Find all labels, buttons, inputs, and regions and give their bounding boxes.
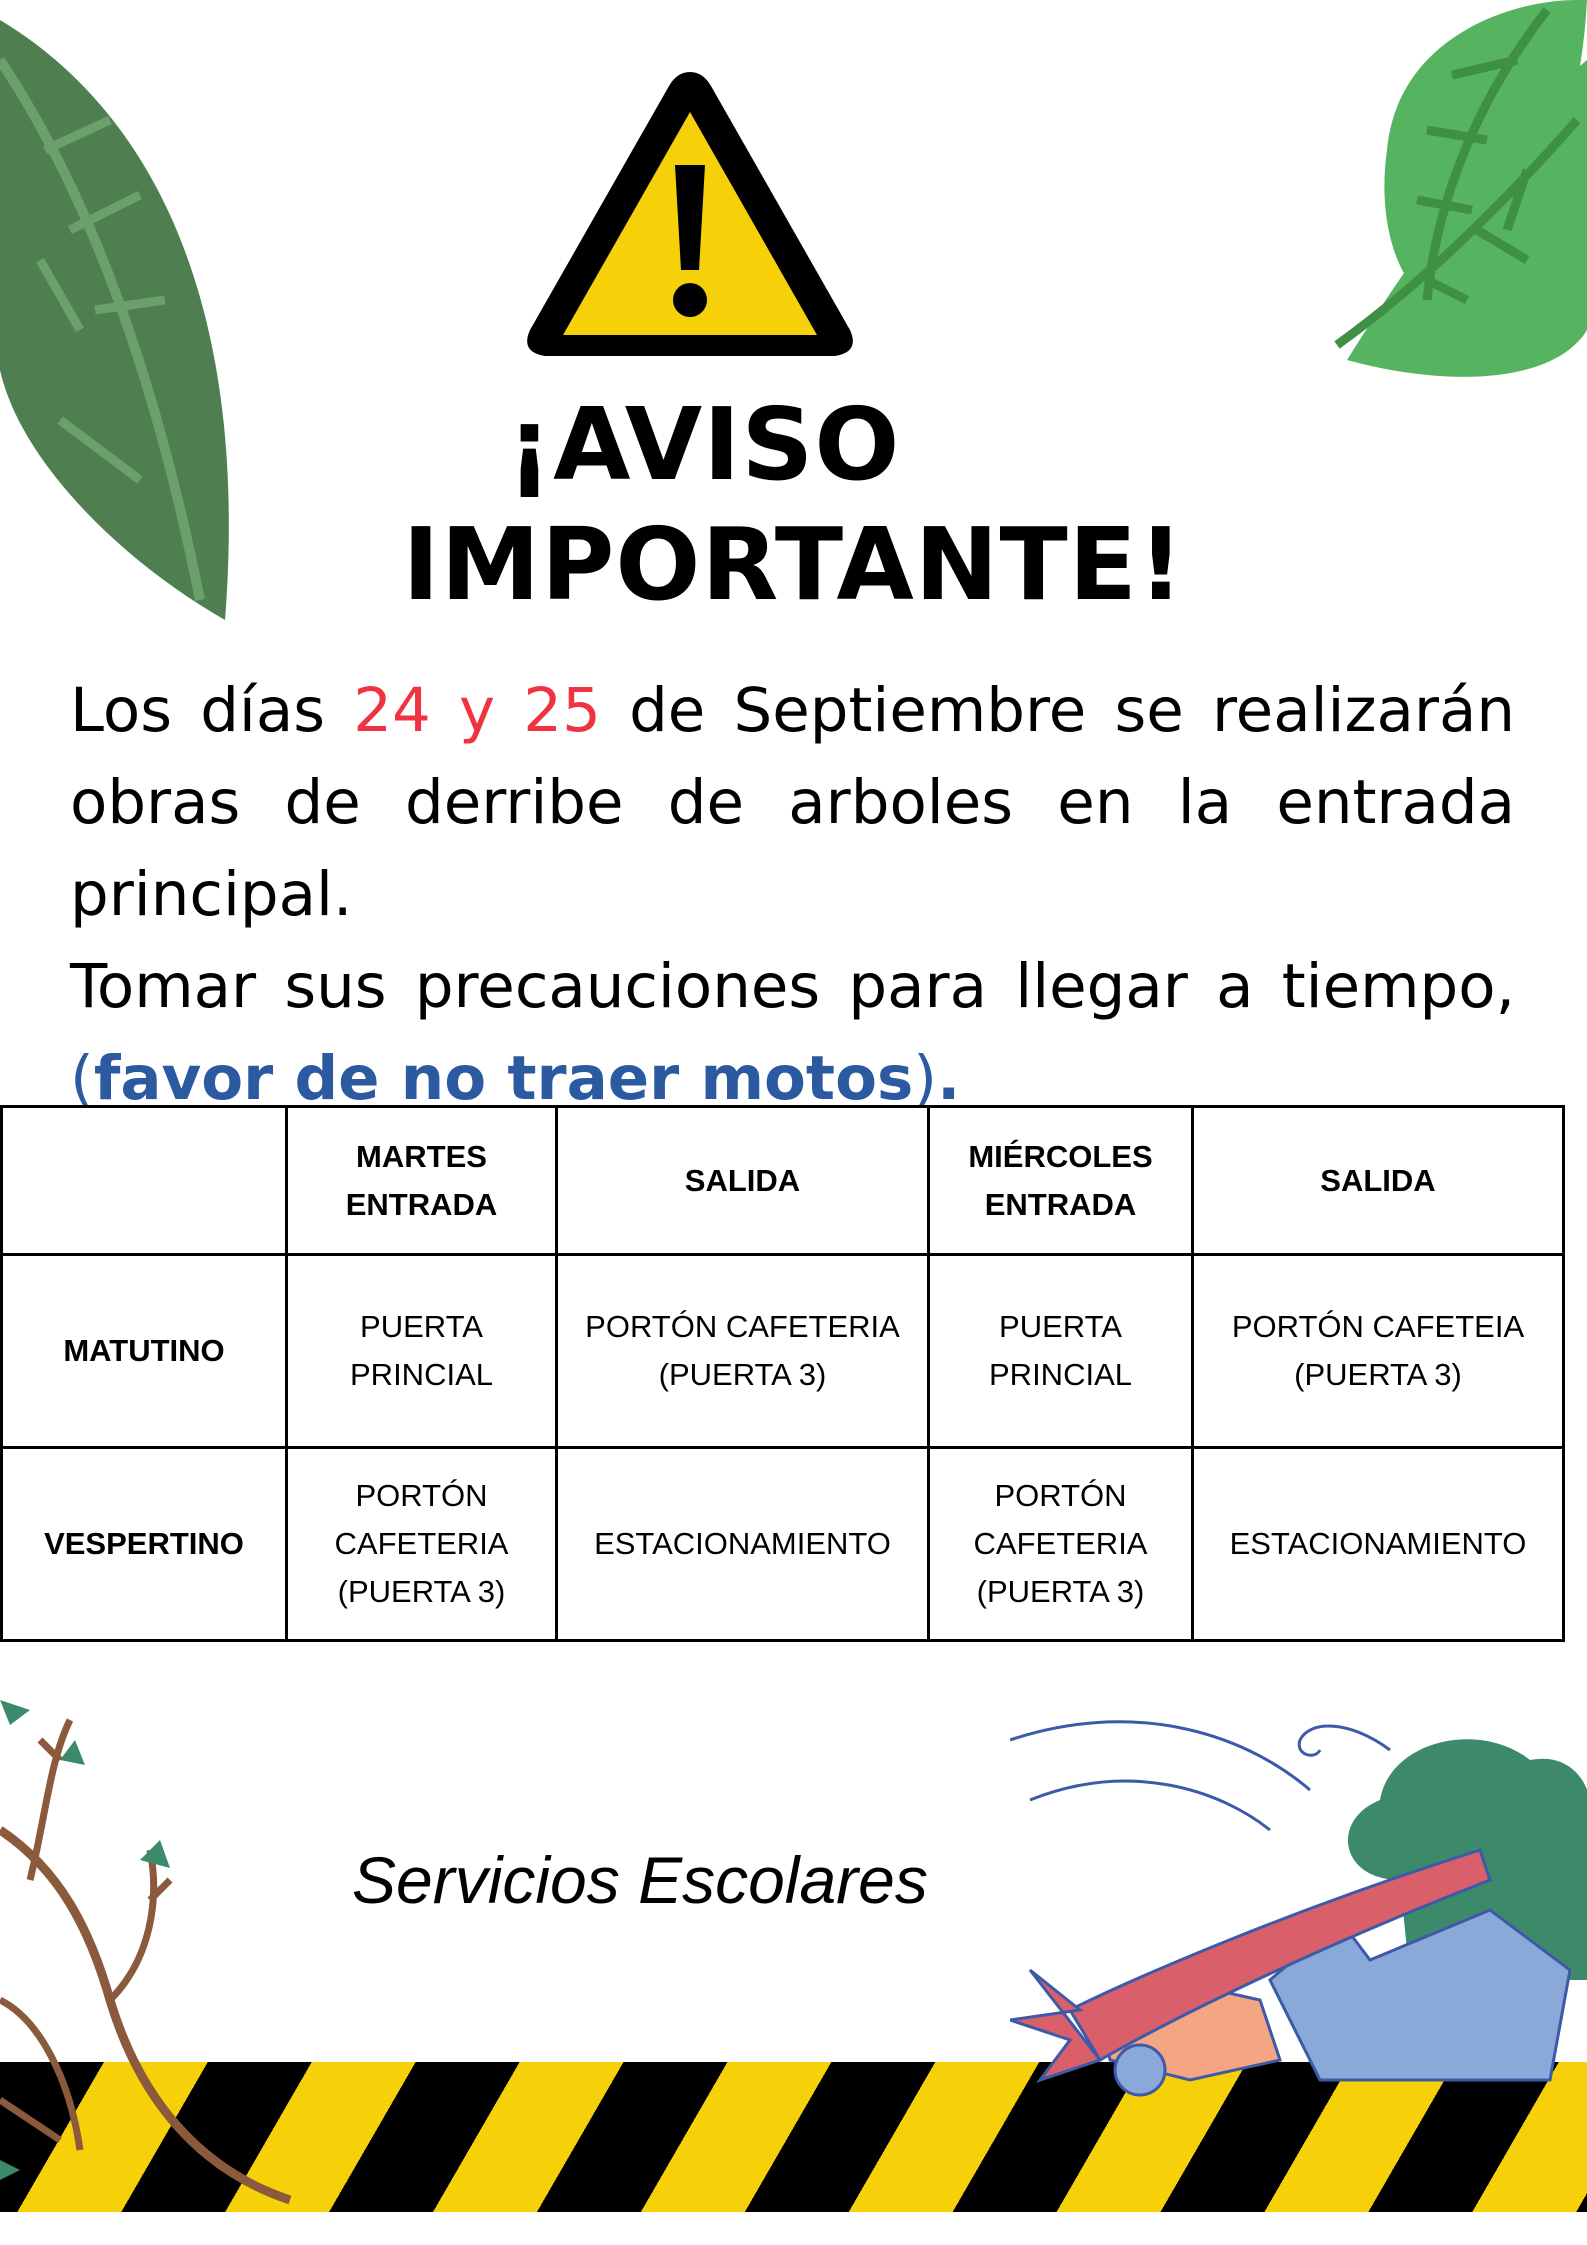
- fallen-tree-icon: [1010, 1680, 1587, 2120]
- notice-paren-close: ): [913, 1043, 938, 1114]
- table-cell: PORTÓN CAFETEIA (PUERTA 3): [1193, 1255, 1564, 1448]
- notice-date: 24 y 25: [353, 675, 601, 746]
- table-header-cell: MARTES ENTRADA: [287, 1107, 557, 1255]
- table-header-cell: MIÉRCOLES ENTRADA: [929, 1107, 1193, 1255]
- warning-triangle-icon: [515, 60, 865, 370]
- table-cell: PUERTA PRINCIAL: [929, 1255, 1193, 1448]
- notice-text: [70, 665, 1515, 1125]
- page-title-line2: IMPORTANTE!: [402, 506, 1185, 623]
- leaf-right-icon: [1277, 0, 1587, 400]
- table-cell: PORTÓN CAFETERIA (PUERTA 3): [557, 1255, 929, 1448]
- table-cell: ESTACIONAMIENTO: [557, 1448, 929, 1641]
- notice-text-part: Los días: [70, 675, 354, 746]
- notice-text-part: Tomar sus precauciones para llegar a tiempo,: [70, 951, 1515, 1022]
- page-title-line1: ¡AVISO: [506, 386, 901, 503]
- table-header-cell: [2, 1107, 287, 1255]
- signature: Servicios Escolares: [352, 1843, 928, 1917]
- table-header-cell: SALIDA: [557, 1107, 929, 1255]
- notice-text-part: de Septiembre se realizarán obras de derribe de arboles en la entrada principal.: [70, 675, 1516, 930]
- notice-paragraph-1: [70, 665, 1515, 941]
- notice-period: .: [937, 1043, 961, 1114]
- row-label: VESPERTINO: [2, 1448, 287, 1641]
- table-header-row: [2, 1107, 1564, 1255]
- notice-paragraph-2: [70, 941, 1515, 1125]
- table-cell: ESTACIONAMIENTO: [1193, 1448, 1564, 1641]
- table-row: [2, 1255, 1564, 1448]
- notice-paren-open: (: [70, 1043, 94, 1114]
- table-header-cell: SALIDA: [1193, 1107, 1564, 1255]
- row-label: MATUTINO: [2, 1255, 287, 1448]
- table-row: [2, 1448, 1564, 1641]
- table-cell: PUERTA PRINCIAL: [287, 1255, 557, 1448]
- table-cell: PORTÓN CAFETERIA (PUERTA 3): [287, 1448, 557, 1641]
- table-cell: PORTÓN CAFETERIA (PUERTA 3): [929, 1448, 1193, 1641]
- notice-highlight: favor de no traer motos: [93, 1043, 914, 1114]
- schedule-table: [0, 1105, 1565, 1642]
- branch-icon: [0, 1700, 300, 2220]
